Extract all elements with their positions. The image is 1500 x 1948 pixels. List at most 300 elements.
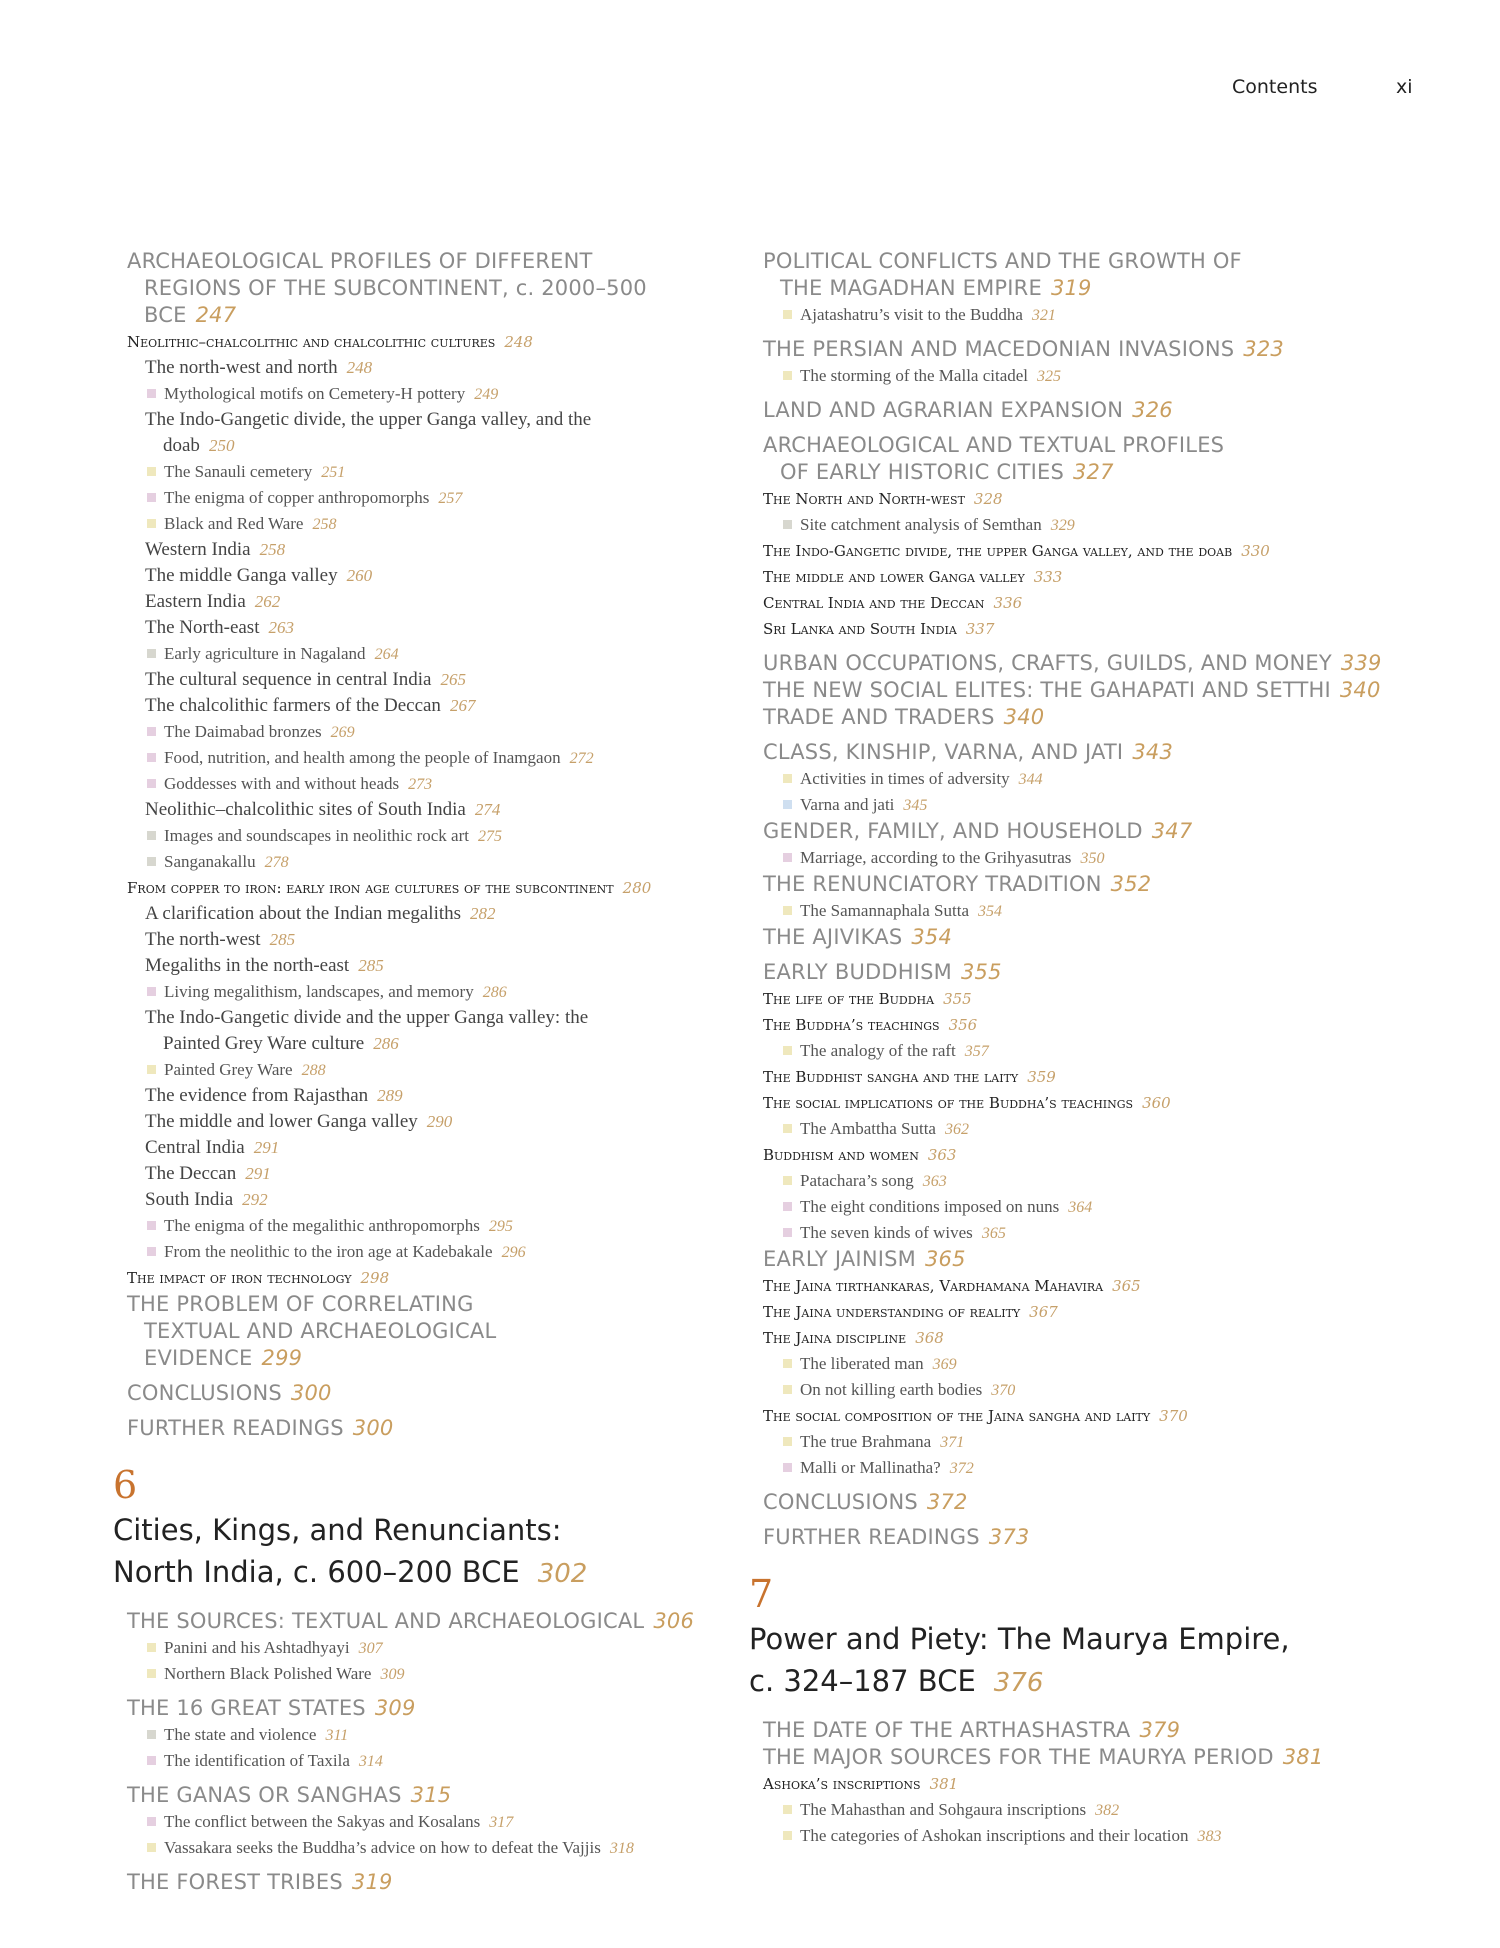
entry-title: Panini and his Ashtadhyayi — [164, 1638, 350, 1657]
toc-subsection[interactable] — [763, 590, 1403, 616]
entry-title: Malli or Mallinatha? — [800, 1458, 941, 1477]
toc-subsection[interactable] — [127, 329, 727, 355]
box-marker-icon — [147, 1247, 156, 1256]
toc-section[interactable] — [763, 704, 1403, 731]
entry-title: EARLY BUDDHISM — [763, 960, 952, 984]
page-ref: 323 — [1243, 337, 1284, 361]
box-marker-icon — [147, 1756, 156, 1765]
toc-section[interactable] — [763, 1246, 1403, 1273]
toc-subsection[interactable] — [127, 1265, 727, 1291]
toc-section[interactable] — [127, 1415, 727, 1442]
page-ref: 359 — [1027, 1068, 1056, 1086]
entry-title: The middle Ganga valley — [145, 565, 338, 586]
toc-box-item[interactable] — [127, 1748, 727, 1774]
page-ref: 260 — [346, 566, 373, 585]
entry-title: CONCLUSIONS — [763, 1490, 918, 1514]
page-ref: 339 — [1340, 651, 1382, 675]
entry-title: The North and North-west — [763, 490, 965, 508]
page-ref: 296 — [501, 1244, 526, 1261]
box-marker-icon — [147, 389, 156, 398]
entry-title: Eastern India — [145, 591, 246, 612]
page-ref: 286 — [373, 1034, 399, 1053]
toc-entry[interactable] — [127, 407, 633, 459]
toc-section[interactable] — [763, 1744, 1403, 1771]
page-ref: 300 — [290, 1381, 332, 1405]
entry-title: The Jaina tirthankaras, Vardhamana Mahavira — [763, 1277, 1104, 1295]
page-ref: 368 — [915, 1329, 944, 1347]
page-ref: 298 — [360, 1269, 390, 1287]
entry-title: The Ambattha Sutta — [800, 1119, 936, 1138]
toc-entry[interactable] — [127, 1187, 727, 1213]
page-ref: 370 — [991, 1382, 1016, 1399]
toc-box-item[interactable] — [763, 512, 1403, 538]
toc-section[interactable] — [763, 739, 1403, 766]
entry-title: The Buddhist sangha and the laity — [763, 1068, 1019, 1086]
toc-box-item[interactable] — [127, 1635, 727, 1661]
page-ref: 291 — [253, 1138, 280, 1157]
toc-section[interactable] — [763, 336, 1403, 363]
toc-box-item[interactable] — [763, 1455, 1403, 1481]
page-ref: 250 — [208, 436, 235, 455]
toc-box-item[interactable] — [763, 1038, 1403, 1064]
toc-entry[interactable] — [127, 1005, 593, 1057]
chapter-heading[interactable] — [113, 1462, 727, 1594]
box-marker-icon — [783, 1124, 792, 1133]
page-ref: 363 — [927, 1146, 957, 1164]
chapter-title-line1: Power and Piety: The Maurya Empire, — [749, 1622, 1290, 1656]
page-ref: 376 — [993, 1668, 1044, 1698]
toc-box-item[interactable] — [127, 979, 727, 1005]
box-marker-icon — [783, 1437, 792, 1446]
entry-title: The identification of Taxila — [164, 1751, 350, 1770]
entry-title: THE MAJOR SOURCES FOR THE MAURYA PERIOD — [763, 1745, 1274, 1769]
toc-box-item[interactable] — [127, 1057, 727, 1083]
toc-section[interactable] — [763, 871, 1403, 898]
toc-entry[interactable] — [127, 537, 727, 563]
page-ref: 327 — [1073, 460, 1114, 484]
entry-title: Site catchment analysis of Semthan — [800, 515, 1042, 534]
page-ref: 357 — [964, 1043, 989, 1060]
page-ref: 309 — [374, 1696, 416, 1720]
toc-entry[interactable] — [127, 693, 727, 719]
box-marker-icon — [783, 1046, 792, 1055]
page-ref: 285 — [269, 930, 296, 949]
entry-title: Central India — [145, 1137, 245, 1158]
entry-title: The seven kinds of wives — [800, 1223, 973, 1242]
page-ref: 258 — [312, 516, 337, 533]
entry-title: The social implications of the Buddha’s teachings — [763, 1094, 1134, 1112]
page-ref: 247 — [195, 303, 237, 327]
toc-section[interactable] — [763, 1717, 1403, 1744]
page-ref: 343 — [1132, 740, 1174, 764]
toc-section[interactable] — [763, 677, 1403, 704]
toc-entry[interactable] — [127, 1083, 727, 1109]
toc-section[interactable] — [763, 1524, 1403, 1551]
toc-box-item[interactable] — [763, 1220, 1403, 1246]
page-ref: 248 — [504, 333, 533, 351]
entry-title: The categories of Ashokan inscriptions and their location — [800, 1826, 1189, 1845]
toc-box-item[interactable] — [763, 363, 1403, 389]
entry-title: The Jaina discipline — [763, 1329, 907, 1347]
page-ref: 340 — [1003, 705, 1045, 729]
toc-section[interactable] — [127, 1291, 574, 1372]
toc-box-item[interactable] — [127, 459, 727, 485]
page-ref: 289 — [377, 1086, 403, 1105]
box-marker-icon — [147, 1643, 156, 1652]
toc-section[interactable] — [127, 1782, 727, 1809]
entry-title: The north-west and north — [145, 357, 338, 378]
page-ref: 307 — [358, 1640, 383, 1657]
page-ref: 325 — [1037, 368, 1062, 385]
page-ref: 379 — [1139, 1718, 1181, 1742]
page-ref: 280 — [622, 879, 652, 897]
page-ref: 291 — [245, 1164, 271, 1183]
page-ref: 249 — [474, 386, 499, 403]
toc-box-item[interactable] — [763, 1168, 1403, 1194]
page-ref: 370 — [1159, 1407, 1188, 1425]
page-ref: 363 — [922, 1173, 947, 1190]
entry-title: CLASS, KINSHIP, VARNA, AND JATI — [763, 740, 1124, 764]
toc-box-item[interactable] — [127, 1213, 727, 1239]
entry-title: The impact of iron technology — [127, 1269, 352, 1287]
box-marker-icon — [147, 1669, 156, 1678]
toc-box-item[interactable] — [763, 302, 1403, 328]
chapter-title-line2: c. 324–187 BCE — [749, 1664, 976, 1698]
box-marker-icon — [147, 519, 156, 528]
entry-title: THE NEW SOCIAL ELITES: THE GAHAPATI AND SETTHI — [763, 678, 1331, 702]
running-head-title: Contents — [1232, 76, 1318, 98]
page-ref: 274 — [474, 800, 501, 819]
page-ref: 383 — [1197, 1828, 1222, 1845]
page-ref: 300 — [352, 1416, 394, 1440]
entry-title: The Daimabad bronzes — [164, 722, 322, 741]
entry-title: Neolithic–chalcolithic and chalcolithic cultures — [127, 333, 496, 351]
page-ref: 317 — [489, 1814, 514, 1831]
page-ref: 336 — [993, 594, 1023, 612]
toc-section[interactable] — [127, 248, 684, 329]
entry-title: EARLY JAINISM — [763, 1247, 916, 1271]
box-marker-icon — [147, 1730, 156, 1739]
toc-box-item[interactable] — [127, 823, 727, 849]
box-marker-icon — [147, 467, 156, 476]
entry-title: THE AJIVIKAS — [763, 925, 903, 949]
page-ref: 282 — [470, 904, 496, 923]
toc-subsection[interactable] — [763, 616, 1403, 642]
page-ref: 367 — [1029, 1303, 1058, 1321]
chapter-title-line1: Cities, Kings, and Renunciants: — [113, 1513, 562, 1547]
chapter-heading[interactable] — [749, 1571, 1403, 1703]
page-ref: 369 — [932, 1356, 957, 1373]
toc-subsection[interactable] — [763, 538, 1403, 564]
box-marker-icon — [783, 1228, 792, 1237]
page-ref: 326 — [1132, 398, 1173, 422]
page-ref: 272 — [569, 750, 594, 767]
toc-right-column — [749, 240, 1403, 1849]
toc-entry[interactable] — [127, 563, 727, 589]
entry-title: Neolithic–chalcolithic sites of South India — [145, 799, 466, 820]
entry-title: THE PERSIAN AND MACEDONIAN INVASIONS — [763, 337, 1235, 361]
toc-entry[interactable] — [127, 1161, 727, 1187]
page-ref: 309 — [380, 1666, 405, 1683]
entry-title: The Indo-Gangetic divide, the upper Ganga valley, and the doab — [145, 409, 592, 456]
toc-entry[interactable] — [127, 1109, 727, 1135]
page-ref: 356 — [948, 1016, 978, 1034]
toc-box-item[interactable] — [763, 1194, 1403, 1220]
toc-entry[interactable] — [127, 927, 727, 953]
page-ref: 263 — [268, 618, 294, 637]
toc-section[interactable] — [763, 248, 1260, 302]
toc-box-item[interactable] — [127, 1722, 727, 1748]
toc-box-item[interactable] — [763, 1823, 1403, 1849]
page-ref: 355 — [961, 960, 1002, 984]
entry-title: THE RENUNCIATORY TRADITION — [763, 872, 1102, 896]
entry-title: Patachara’s song — [800, 1171, 914, 1190]
toc-box-item[interactable] — [763, 766, 1403, 792]
toc-subsection[interactable] — [763, 1403, 1403, 1429]
entry-title: URBAN OCCUPATIONS, CRAFTS, GUILDS, AND MONEY — [763, 651, 1332, 675]
entry-title: Images and soundscapes in neolithic rock art — [164, 826, 469, 845]
page-ref: 372 — [949, 1460, 974, 1477]
toc-subsection[interactable] — [763, 1012, 1403, 1038]
toc-box-item[interactable] — [763, 1429, 1403, 1455]
page-ref: 330 — [1241, 542, 1270, 560]
toc-box-item[interactable] — [763, 792, 1403, 818]
box-marker-icon — [783, 310, 792, 319]
page-ref: 362 — [944, 1121, 969, 1138]
entry-title: A clarification about the Indian megaliths — [145, 903, 462, 924]
entry-title: LAND AND AGRARIAN EXPANSION — [763, 398, 1124, 422]
box-marker-icon — [783, 1805, 792, 1814]
box-marker-icon — [147, 649, 156, 658]
page-ref: 264 — [374, 646, 399, 663]
page-ref: 381 — [1282, 1745, 1324, 1769]
toc-entry[interactable] — [127, 615, 727, 641]
toc-box-item[interactable] — [763, 1377, 1403, 1403]
page-ref: 321 — [1031, 307, 1056, 324]
toc-box-item[interactable] — [127, 1661, 727, 1687]
toc-entry[interactable] — [127, 953, 727, 979]
page-ref: 292 — [242, 1190, 268, 1209]
page-ref: 251 — [321, 464, 346, 481]
toc-section[interactable] — [127, 1608, 727, 1635]
toc-box-item[interactable] — [763, 1116, 1403, 1142]
page-ref: 371 — [940, 1434, 965, 1451]
page-ref: 360 — [1142, 1094, 1171, 1112]
page-ref: 352 — [1110, 872, 1152, 896]
entry-title: The state and violence — [164, 1725, 317, 1744]
toc-section[interactable] — [763, 397, 1403, 424]
page-ref: 319 — [1050, 276, 1092, 300]
entry-title: The Deccan — [145, 1163, 237, 1184]
entry-title: Marriage, according to the Grihyasutras — [800, 848, 1072, 867]
box-marker-icon — [147, 831, 156, 840]
chapter-number: 7 — [749, 1572, 774, 1616]
entry-title: The liberated man — [800, 1354, 924, 1373]
entry-title: THE PROBLEM OF CORRELATING TEXTUAL AND ARCHAEOLOGICAL EVIDENCE — [127, 1292, 497, 1370]
entry-title: On not killing earth bodies — [800, 1380, 983, 1399]
toc-subsection[interactable] — [763, 486, 1403, 512]
entry-title: The life of the Buddha — [763, 990, 935, 1008]
entry-title: The conflict between the Sakyas and Kosalans — [164, 1812, 481, 1831]
page-ref: 328 — [973, 490, 1003, 508]
page-ref: 340 — [1339, 678, 1381, 702]
box-marker-icon — [147, 1817, 156, 1826]
toc-entry[interactable] — [127, 901, 727, 927]
toc-box-item[interactable] — [127, 1809, 727, 1835]
toc-entry[interactable] — [127, 667, 727, 693]
entry-title: Early agriculture in Nagaland — [164, 644, 366, 663]
toc-left-column — [113, 240, 727, 1896]
entry-title: Megaliths in the north-east — [145, 955, 350, 976]
toc-section[interactable] — [763, 924, 1403, 951]
toc-subsection[interactable] — [763, 1299, 1403, 1325]
toc-subsection[interactable] — [127, 875, 727, 901]
toc-section[interactable] — [763, 650, 1403, 677]
entry-title: The Indo-Gangetic divide and the upper Ganga valley: the Painted Grey Ware culture — [145, 1007, 589, 1054]
box-marker-icon — [783, 371, 792, 380]
toc-subsection[interactable] — [763, 1090, 1403, 1116]
toc-subsection[interactable] — [763, 1064, 1403, 1090]
entry-title: FURTHER READINGS — [763, 1525, 980, 1549]
entry-title: The chalcolithic farmers of the Deccan — [145, 695, 441, 716]
entry-title: The evidence from Rajasthan — [145, 1085, 369, 1106]
page-ref: 275 — [477, 828, 502, 845]
toc-subsection[interactable] — [763, 986, 1403, 1012]
entry-title: TRADE AND TRADERS — [763, 705, 995, 729]
page-ref: 382 — [1095, 1802, 1120, 1819]
page-ref: 372 — [926, 1490, 968, 1514]
entry-title: The Sanauli cemetery — [164, 462, 313, 481]
entry-title: The eight conditions imposed on nuns — [800, 1197, 1060, 1216]
toc-section[interactable] — [763, 1489, 1403, 1516]
toc-box-item[interactable] — [127, 381, 727, 407]
entry-title: Goddesses with and without heads — [164, 774, 400, 793]
page-ref: 288 — [301, 1062, 326, 1079]
entry-title: Mythological motifs on Cemetery-H pottery — [164, 384, 466, 403]
toc-subsection[interactable] — [763, 1273, 1403, 1299]
entry-title: Northern Black Polished Ware — [164, 1664, 372, 1683]
page-ref: 248 — [346, 358, 373, 377]
toc-box-item[interactable] — [127, 485, 727, 511]
toc-subsection[interactable] — [763, 1771, 1403, 1797]
toc-box-item[interactable] — [127, 849, 727, 875]
toc-entry[interactable] — [127, 1135, 727, 1161]
entry-title: The Indo-Gangetic divide, the upper Ganga valley, and the doab — [763, 542, 1233, 560]
box-marker-icon — [783, 906, 792, 915]
entry-title: Activities in times of adversity — [800, 769, 1010, 788]
toc-box-item[interactable] — [127, 745, 727, 771]
toc-box-item[interactable] — [127, 511, 727, 537]
box-marker-icon — [147, 1843, 156, 1852]
toc-section[interactable] — [763, 432, 1250, 486]
toc-box-item[interactable] — [127, 641, 727, 667]
box-marker-icon — [783, 1359, 792, 1368]
entry-title: The Samannaphala Sutta — [800, 901, 970, 920]
entry-title: FURTHER READINGS — [127, 1416, 344, 1440]
page-ref: 329 — [1050, 517, 1075, 534]
page-number: xi — [1396, 76, 1413, 98]
toc-box-item[interactable] — [127, 1835, 727, 1861]
toc-box-item[interactable] — [763, 898, 1403, 924]
entry-title: Painted Grey Ware — [164, 1060, 293, 1079]
toc-box-item[interactable] — [127, 1239, 727, 1265]
page-ref: 299 — [261, 1346, 303, 1370]
page-ref: 314 — [358, 1753, 383, 1770]
box-marker-icon — [147, 1065, 156, 1074]
toc-section[interactable] — [763, 818, 1403, 845]
entry-title: The social composition of the Jaina sangha and laity — [763, 1407, 1151, 1425]
entry-title: CONCLUSIONS — [127, 1381, 282, 1405]
box-marker-icon — [147, 493, 156, 502]
page-ref: 354 — [911, 925, 953, 949]
page-ref: 265 — [440, 670, 466, 689]
toc-subsection[interactable] — [763, 564, 1403, 590]
page-ref: 306 — [653, 1609, 695, 1633]
entry-title: The storming of the Malla citadel — [800, 366, 1029, 385]
entry-title: The Mahasthan and Sohgaura inscriptions — [800, 1800, 1087, 1819]
entry-title: Black and Red Ware — [164, 514, 304, 533]
toc-box-item[interactable] — [763, 845, 1403, 871]
toc-box-item[interactable] — [127, 771, 727, 797]
toc-entry[interactable] — [127, 589, 727, 615]
entry-title: The enigma of copper anthropomorphs — [164, 488, 430, 507]
entry-title: Sri Lanka and South India — [763, 620, 957, 638]
entry-title: The Jaina understanding of reality — [763, 1303, 1021, 1321]
page-ref: 344 — [1018, 771, 1043, 788]
entry-title: The cultural sequence in central India — [145, 669, 432, 690]
page-ref: 364 — [1068, 1199, 1093, 1216]
toc-entry[interactable] — [127, 797, 727, 823]
entry-title: THE 16 GREAT STATES — [127, 1696, 366, 1720]
toc-box-item[interactable] — [127, 719, 727, 745]
page-ref: 333 — [1033, 568, 1063, 586]
toc-section[interactable] — [763, 959, 1403, 986]
box-marker-icon — [783, 1831, 792, 1840]
page-ref: 290 — [426, 1112, 453, 1131]
toc-box-item[interactable] — [763, 1797, 1403, 1823]
page-ref: 345 — [903, 797, 928, 814]
page-ref: 257 — [438, 490, 463, 507]
toc-section[interactable] — [127, 1380, 727, 1407]
page-ref: 311 — [325, 1727, 349, 1744]
entry-title: The analogy of the raft — [800, 1041, 956, 1060]
page-ref: 267 — [449, 696, 476, 715]
toc-subsection[interactable] — [763, 1142, 1403, 1168]
page-ref: 295 — [488, 1218, 513, 1235]
toc-subsection[interactable] — [763, 1325, 1403, 1351]
entry-title: Varna and jati — [800, 795, 895, 814]
chapter-title-line2: North India, c. 600–200 BCE — [113, 1555, 520, 1589]
page-ref: 347 — [1151, 819, 1193, 843]
page-ref: 318 — [609, 1840, 634, 1857]
entry-title: THE DATE OF THE ARTHASHASTRA — [763, 1718, 1131, 1742]
page-ref: 269 — [330, 724, 355, 741]
entry-title: Living megalithism, landscapes, and memory — [164, 982, 474, 1001]
page-ref: 350 — [1080, 850, 1105, 867]
entry-title: From the neolithic to the iron age at Kadebakale — [164, 1242, 493, 1261]
toc-section[interactable] — [127, 1695, 727, 1722]
box-marker-icon — [147, 987, 156, 996]
entry-title: The Buddha’s teachings — [763, 1016, 940, 1034]
page-ref: 365 — [924, 1247, 966, 1271]
toc-entry[interactable] — [127, 355, 727, 381]
page-ref: 337 — [965, 620, 995, 638]
box-marker-icon — [147, 857, 156, 866]
page-ref: 365 — [1112, 1277, 1141, 1295]
toc-section[interactable] — [127, 1869, 727, 1896]
toc-box-item[interactable] — [763, 1351, 1403, 1377]
box-marker-icon — [147, 779, 156, 788]
